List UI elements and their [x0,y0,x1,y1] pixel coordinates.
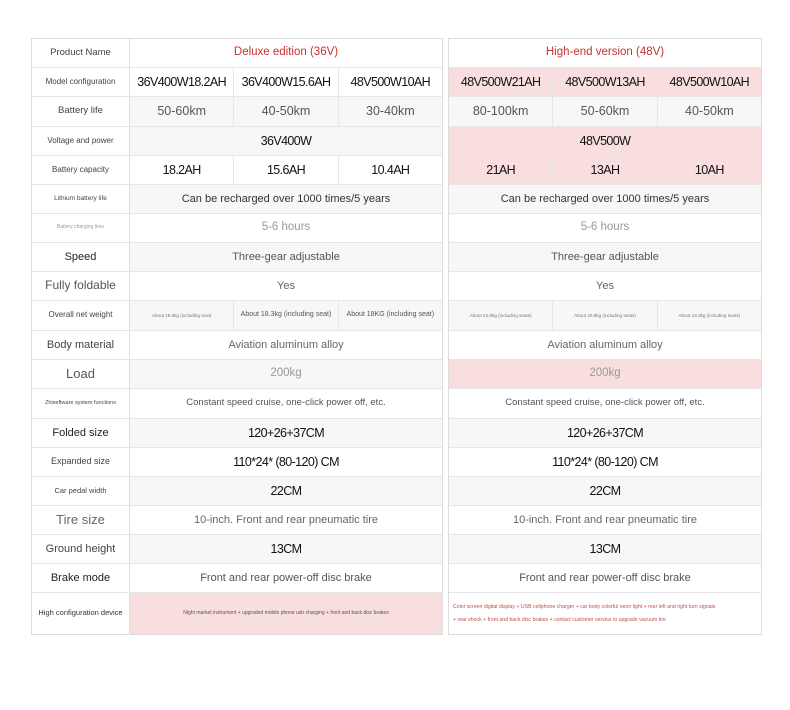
deluxe-capacity-3: 10.4AH [339,156,442,184]
header-charging-time: Battery charging time [32,214,130,242]
row-ground-height [449,535,761,564]
header-pedal-width: Car pedal width [32,477,130,505]
header-body-material: Body material [32,331,130,359]
highend-system: Constant speed cruise, one-click power off, etc. [449,389,761,418]
highend-capacity-3: 10AH [658,156,761,184]
header-voltage-power: Voltage and power [32,127,130,155]
deluxe-system: Constant speed cruise, one-click power off, etc. [130,389,442,418]
header-system-functions: Zhixeftware system functions [32,389,130,418]
row-system-functions [32,389,442,419]
row-pedal-width [449,477,761,506]
row-product-name [449,39,761,68]
deluxe-voltage-power: 36V400W [130,127,442,155]
highend-load: 200kg [449,360,761,388]
row-net-weight [32,301,442,331]
row-expanded-size [32,448,442,477]
header-foldable: Fully foldable [32,272,130,300]
header-load: Load [32,360,130,388]
deluxe-foldable: Yes [130,272,442,300]
header-battery-life: Battery life [32,97,130,126]
deluxe-capacity-1: 18.2AH [130,156,234,184]
highend-expanded: 110*24* (80-120) CM [449,448,761,476]
header-battery-capacity: Battery capacity [32,156,130,184]
deluxe-range-2: 40-50km [234,97,338,126]
deluxe-title: Deluxe edition (36V) [130,39,442,67]
highend-capacity-2: 13AH [553,156,657,184]
highend-high-config [449,593,761,634]
row-system-functions [449,389,761,419]
deluxe-comparison-table [31,38,443,635]
deluxe-model-1: 36V400W18.2AH [130,68,234,96]
row-brake-mode [449,564,761,593]
deluxe-pedal: 22CM [130,477,442,505]
deluxe-weight-3: About 18KG (including seat) [339,301,442,330]
header-ground-height: Ground height [32,535,130,563]
deluxe-speed: Three-gear adjustable [130,243,442,271]
row-charging-time [32,214,442,243]
highend-model-3: 48V500W10AH [658,68,761,96]
deluxe-lithium-life: Can be recharged over 1000 times/5 years [130,185,442,213]
row-tire-size [449,506,761,535]
highend-pedal: 22CM [449,477,761,505]
deluxe-brake: Front and rear power-off disc brake [130,564,442,592]
row-pedal-width [32,477,442,506]
deluxe-range-1: 50-60km [130,97,234,126]
row-foldable [449,272,761,301]
row-load [449,360,761,389]
row-load [32,360,442,389]
header-model-configuration: Model configuration [32,68,130,96]
deluxe-folded: 120+26+37CM [130,419,442,447]
header-expanded-size: Expanded size [32,448,130,476]
header-product-name: Product Name [32,39,130,67]
highend-range-2: 50-60km [553,97,657,126]
deluxe-weight-2: About 18.3kg (including seat) [234,301,338,330]
highend-range-1: 80-100km [449,97,553,126]
row-battery-capacity [32,156,442,185]
highend-lithium-life: Can be recharged over 1000 times/5 years [449,185,761,213]
deluxe-material: Aviation aluminum alloy [130,331,442,359]
row-voltage-power [32,127,442,156]
highend-tire: 10-inch. Front and rear pneumatic tire [449,506,761,534]
highend-model-2: 48V500W13AH [553,68,657,96]
header-net-weight: Overall net weight [32,301,130,330]
deluxe-capacity-2: 15.6AH [234,156,338,184]
highend-material: Aviation aluminum alloy [449,331,761,359]
row-model-configuration [449,68,761,97]
header-folded-size: Folded size [32,419,130,447]
header-lithium-life: Lithium battery life [32,185,130,213]
highend-high-config-line-1: Color screen digital display + USB cellphone charger + car body colorful neon light + rear left and right turn signals [453,604,716,611]
highend-weight-2: About 20.8kg (including seats) [553,301,657,330]
deluxe-ground: 13CM [130,535,442,563]
header-high-config: High configuration device [32,593,130,634]
row-body-material [449,331,761,360]
highend-title: High-end version (48V) [449,39,761,67]
highend-weight-3: About 19.3kg (including seats) [658,301,761,330]
row-battery-life [449,97,761,127]
deluxe-expanded: 110*24* (80-120) CM [130,448,442,476]
row-tire-size [32,506,442,535]
row-folded-size [449,419,761,448]
row-brake-mode [32,564,442,593]
highend-charging-time: 5-6 hours [449,214,761,242]
highend-capacity-1: 21AH [449,156,553,184]
row-lithium-life [32,185,442,214]
row-high-config [32,593,442,634]
row-voltage-power [449,127,761,156]
deluxe-high-config: Night market instrument + upgraded mobile phone usb charging + front and back disc brakes [130,593,442,634]
deluxe-weight-1: About 18.6kg (including seat) [130,301,234,330]
highend-range-3: 40-50km [658,97,761,126]
highend-speed: Three-gear adjustable [449,243,761,271]
deluxe-charging-time: 5-6 hours [130,214,442,242]
highend-folded: 120+26+37CM [449,419,761,447]
row-folded-size [32,419,442,448]
row-lithium-life [449,185,761,214]
row-product-name [32,39,442,68]
deluxe-model-2: 36V400W15.6AH [234,68,338,96]
highend-high-config-line-2: + rear shock + front and back disc brakes + contact customer service to upgrade vacuum tire [453,616,666,623]
highend-comparison-table [448,38,762,635]
highend-brake: Front and rear power-off disc brake [449,564,761,592]
row-foldable [32,272,442,301]
row-charging-time [449,214,761,243]
row-ground-height [32,535,442,564]
highend-model-1: 48V500W21AH [449,68,553,96]
header-speed: Speed [32,243,130,271]
row-speed [449,243,761,272]
row-body-material [32,331,442,360]
highend-ground: 13CM [449,535,761,563]
deluxe-load: 200kg [130,360,442,388]
row-speed [32,243,442,272]
header-brake-mode: Brake mode [32,564,130,592]
row-expanded-size [449,448,761,477]
row-battery-capacity [449,156,761,185]
highend-weight-1: About 22.8kg (including seats) [449,301,553,330]
deluxe-range-3: 30-40km [339,97,442,126]
highend-foldable: Yes [449,272,761,300]
row-battery-life [32,97,442,127]
row-high-config [449,593,761,634]
deluxe-tire: 10-inch. Front and rear pneumatic tire [130,506,442,534]
deluxe-model-3: 48V500W10AH [339,68,442,96]
header-tire-size: Tire size [32,506,130,534]
highend-voltage-power: 48V500W [449,127,761,155]
row-model-configuration [32,68,442,97]
row-net-weight [449,301,761,331]
